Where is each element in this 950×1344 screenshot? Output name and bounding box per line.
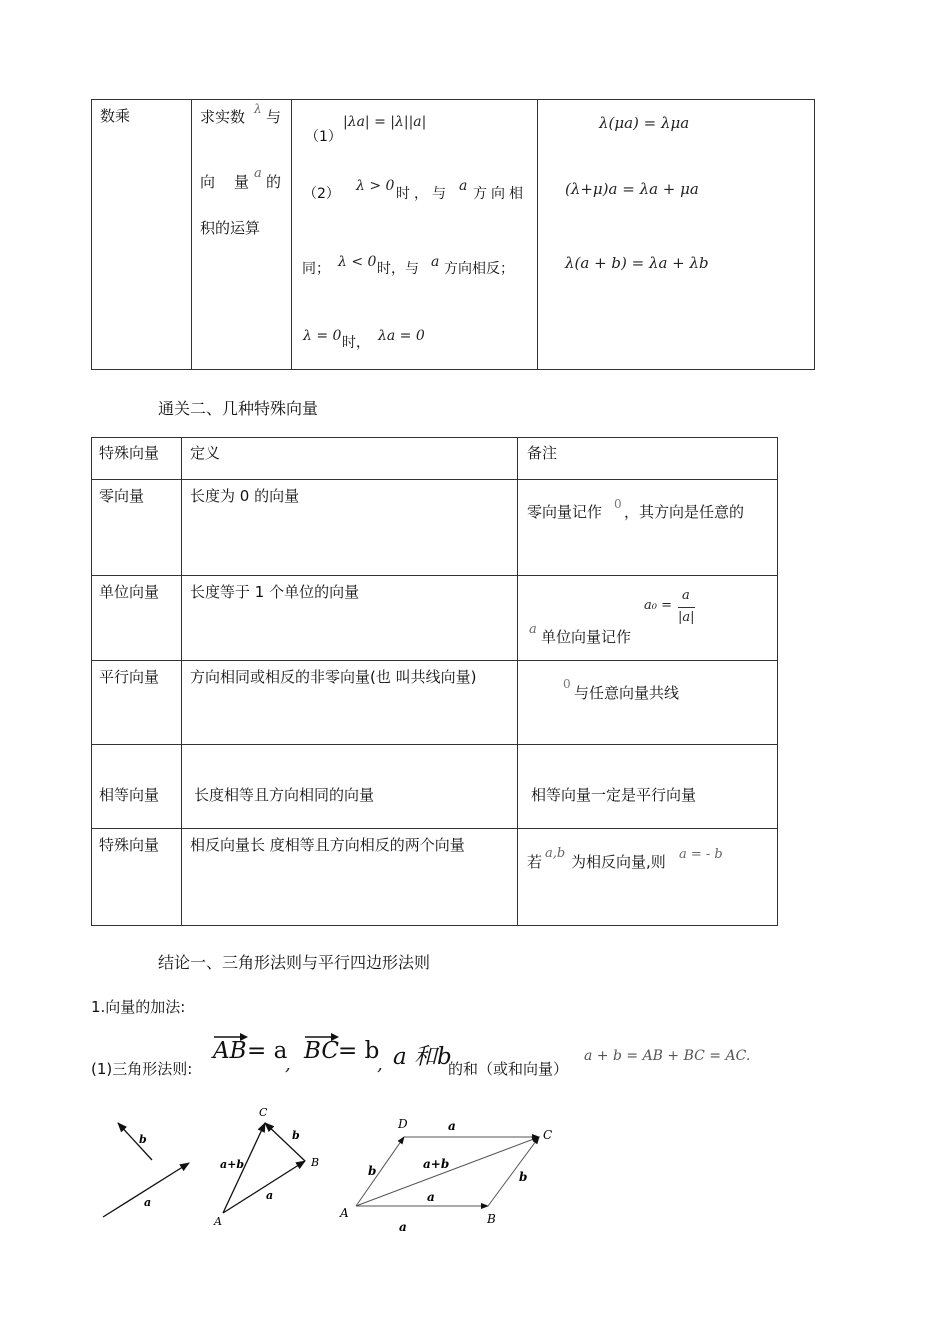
rule2-line2: 同；: [302, 261, 330, 277]
para-label-C: C: [543, 1128, 553, 1142]
triangle-label-A: A: [214, 1215, 222, 1228]
comma-1: ,: [285, 1054, 291, 1075]
free-vector-b: [118, 1123, 152, 1160]
rule2-text: 时，与: [396, 186, 450, 202]
row-unit-formula-den: |a|: [678, 610, 695, 625]
section3-title: 结论一、三角形法则与平行四边形法则: [158, 953, 431, 972]
row-unit-formula-lhs: a₀ =: [644, 598, 672, 613]
free-vector-a-label: a: [144, 1196, 152, 1209]
triangle-rule-label: (1)三角形法则:: [91, 1060, 193, 1078]
desc-text-5: 积的运算: [200, 219, 261, 237]
para-label-apb: a+b: [423, 1157, 450, 1171]
cell-name: 数乘: [100, 107, 131, 125]
row-equal-note: 相等向量一定是平行向量: [531, 786, 697, 804]
row-opposite-def: 相反向量长 度相等且方向相反的两个向量: [190, 836, 465, 854]
triangle-label-b: b: [292, 1129, 300, 1142]
a-and-b: a 和b: [393, 1044, 452, 1070]
row-equal-def: 长度相等且方向相同的向量: [194, 786, 375, 804]
row-unit-def: 长度等于 1 个单位的向量: [190, 583, 360, 601]
rule1-num: （1）: [305, 129, 342, 145]
row-zero-note-post: ，其方向是任意的: [624, 503, 745, 521]
section2-title: 通关二、几种特殊向量: [158, 399, 319, 418]
para-label-B: B: [487, 1212, 496, 1226]
row-equal-name: 相等向量: [99, 786, 160, 804]
row-opposite-note-mid: 为相反向量,则: [571, 853, 666, 871]
row-opposite-name: 特殊向量: [99, 836, 160, 854]
vector-addition-figure: [90, 1100, 570, 1240]
header-special-vector: 特殊向量: [99, 444, 160, 462]
rule2-text4: 方向相反；: [444, 261, 514, 277]
comma-2: ,: [377, 1054, 383, 1075]
triangle-label-a: a: [266, 1189, 274, 1202]
triangle-label-apb: a+b: [220, 1158, 245, 1171]
para-AC: [356, 1137, 539, 1206]
row-unit-name: 单位向量: [99, 583, 160, 601]
desc-text-1: 求实数: [200, 108, 246, 126]
table-special-vectors: [91, 437, 778, 926]
header-definition: 定义: [190, 444, 221, 462]
eq-b: = b: [338, 1038, 380, 1064]
para-label-D: D: [398, 1117, 408, 1131]
desc-lambda: λ: [254, 102, 262, 116]
header-note: 备注: [527, 444, 558, 462]
para-BC: [488, 1137, 539, 1206]
row-parallel-def: 方向相同或相反的非零向量(也 叫共线向量): [190, 668, 477, 686]
rule2-cond2: λ < 0: [338, 254, 377, 270]
triangle-label-B: B: [311, 1156, 320, 1169]
row-opposite-note-ab: a,b: [545, 846, 566, 861]
law-1: λ(μa) = λμa: [599, 114, 690, 132]
desc-text-3: 向 量: [200, 173, 252, 191]
rule3-text: 时，: [342, 335, 370, 351]
rule3-cond: λ = 0: [303, 328, 342, 344]
row-parallel-name: 平行向量: [99, 668, 160, 686]
law-2: (λ+μ)a = λa + μa: [565, 180, 699, 198]
row-parallel-note-text: 与任意向量共线: [574, 684, 680, 702]
rule1-formula: |λa| = |λ||a|: [343, 114, 427, 130]
rule2-cond: λ > 0: [356, 178, 395, 194]
rule2-a: a: [459, 178, 468, 194]
row-unit-note-a: a: [529, 622, 537, 637]
fraction-bar: [678, 607, 695, 608]
desc-text-4: 的: [266, 173, 282, 191]
triangle-label-C: C: [259, 1106, 268, 1119]
desc-text-2: 与: [266, 108, 282, 126]
para-label-b-left: b: [368, 1164, 377, 1178]
row-opposite-note-eq: a = - b: [679, 847, 723, 862]
row-opposite-note-pre: 若: [527, 853, 543, 871]
rule2-num: （2）: [303, 186, 340, 202]
row-unit-note-text: 单位向量记作: [541, 628, 632, 646]
rule3-result: λa = 0: [378, 328, 425, 344]
row-unit-formula-num: a: [682, 588, 690, 603]
para-label-a-mid: a: [427, 1190, 435, 1204]
para-AD: [356, 1137, 404, 1206]
row-zero-name: 零向量: [99, 487, 145, 505]
sub1-title: 1.向量的加法:: [91, 998, 186, 1016]
row-zero-note-sym: 0: [614, 497, 622, 511]
rule2-a2: a: [431, 254, 440, 270]
rule2-text3: 时，与: [377, 261, 419, 277]
free-vector-b-label: b: [139, 1133, 147, 1146]
desc-a: a: [254, 166, 262, 181]
eq-a: = a: [247, 1038, 288, 1064]
para-label-a-bottom: a: [399, 1220, 407, 1234]
rule2-text2: 方向相: [473, 186, 527, 202]
sum-text: 的和（或和向量）: [448, 1060, 569, 1078]
row-zero-def: 长度为 0 的向量: [190, 487, 300, 505]
row-zero-note-pre: 零向量记作: [527, 503, 603, 521]
law-3: λ(a + b) = λa + λb: [565, 254, 709, 272]
para-label-a-top: a: [448, 1119, 456, 1133]
sum-formula: a + b = AB + BC = AC.: [584, 1048, 751, 1064]
table-scalar-mult: [91, 99, 815, 370]
para-label-A: A: [340, 1206, 349, 1220]
para-label-b-right: b: [519, 1170, 528, 1184]
row-parallel-note-sym: 0: [563, 677, 571, 691]
